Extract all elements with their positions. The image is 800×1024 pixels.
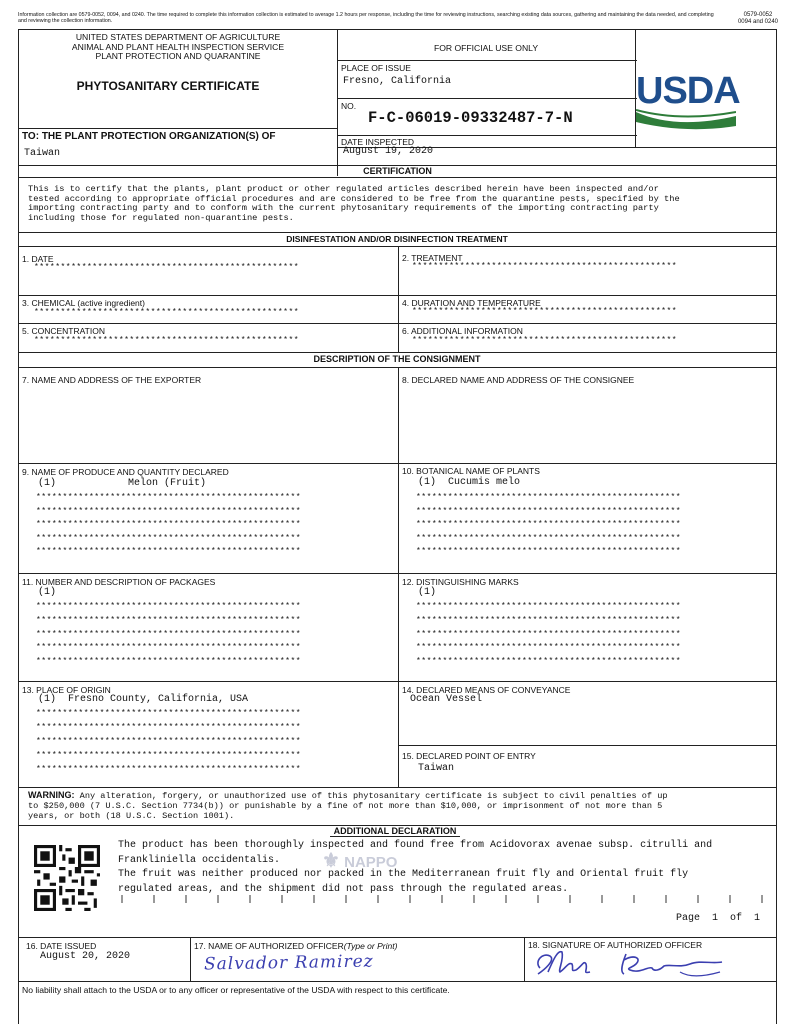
- certification-line: importing contracting party and to conform with the current phytosanitary requirements of the importing contracting party: [28, 203, 659, 213]
- liability-statement: No liability shall attach to the USDA or to any officer or representative of the USDA with respect to this certificate.: [22, 985, 450, 995]
- star-row: **************************************************: [416, 506, 682, 516]
- star-row: **************************************************: [36, 643, 302, 653]
- produce-label: 9. NAME OF PRODUCE AND QUANTITY DECLARED: [22, 467, 229, 477]
- marks-label: 12. DISTINGUISHING MARKS: [402, 577, 519, 587]
- entry-label: 15. DECLARED POINT OF ENTRY: [402, 751, 536, 761]
- treatment-date-stars: **************************************************: [34, 263, 300, 272]
- agency-line-1: UNITED STATES DEPARTMENT OF AGRICULTURE: [75, 32, 281, 42]
- place-of-issue-value: Fresno, California: [343, 76, 452, 87]
- additional-declaration-title: ADDITIONAL DECLARATION: [333, 826, 457, 836]
- consignee-label: 8. DECLARED NAME AND ADDRESS OF THE CONSIGNEE: [402, 375, 635, 385]
- usda-logo-text: USDA: [636, 70, 740, 112]
- star-row: **************************************************: [416, 602, 682, 611]
- star-row: **************************************************: [416, 629, 682, 639]
- tick-marks-row: [118, 894, 768, 906]
- marks-value: (1): [418, 587, 437, 598]
- officer-name-handwritten: Salvador Ramirez: [203, 951, 374, 975]
- omb-top: 0579-0052: [743, 12, 773, 18]
- produce-value: (1) Melon (Fruit): [38, 478, 207, 489]
- officer-name-label-italic: (Type or Print): [343, 941, 398, 951]
- star-row: **************************************************: [36, 520, 302, 529]
- form-title: PHYTOSANITARY CERTIFICATE: [76, 79, 260, 93]
- star-row: **************************************************: [416, 547, 682, 556]
- date-issued-label: 16. DATE ISSUED: [26, 941, 97, 951]
- star-row: **************************************************: [36, 493, 302, 502]
- burden-statement: Information collection are 0579-0052, 0094, and 0240. The time required to complete this information collection is estimated to average 1.2 hours per response, including the time for reviewing instructions, searching existing data sources, gathering and maintaining the data needed, and completing and reviewing the collection information.: [18, 12, 714, 25]
- origin-value: (1) Fresno County, California, USA: [38, 694, 249, 705]
- duration-stars: **************************************************: [412, 307, 678, 316]
- treatment-date-label: 1. DATE: [22, 254, 54, 264]
- packages-stars: [36, 600, 301, 669]
- conveyance-value: Ocean Vessel: [410, 694, 483, 705]
- place-of-issue-label: PLACE OF ISSUE: [341, 63, 411, 73]
- packages-value: (1): [38, 587, 57, 598]
- agency-heading: [18, 33, 338, 62]
- origin-stars: [36, 707, 301, 777]
- certification-line: including those for regulated non-quarantine pests.: [28, 212, 294, 223]
- signature-label: 18. SIGNATURE OF AUTHORIZED OFFICER: [528, 940, 703, 950]
- treatment-type-label: 2. TREATMENT: [402, 253, 463, 263]
- conveyance-label: 14. DECLARED MEANS OF CONVEYANCE: [402, 685, 571, 695]
- chemical-label: 3. CHEMICAL (active ingredient): [22, 298, 145, 308]
- star-row: **************************************************: [416, 615, 682, 625]
- additional-declaration-text: [118, 839, 768, 897]
- warning-text: [28, 790, 768, 821]
- declaration-line: Frankliniella occidentalis.: [118, 854, 281, 866]
- officer-name-label-main: 17. NAME OF AUTHORIZED OFFICER: [194, 941, 344, 951]
- star-row: **************************************************: [36, 765, 302, 774]
- signature-scribble: [530, 946, 730, 982]
- chemical-stars: **************************************************: [34, 308, 300, 317]
- concentration-stars: **************************************************: [34, 336, 300, 345]
- to-organization-value: Taiwan: [24, 148, 61, 159]
- official-use-label: FOR OFFICIAL USE ONLY: [433, 43, 539, 53]
- star-row: **************************************************: [416, 520, 682, 529]
- certification-line: tested according to appropriate official procedures and are considered to be free from the quarantine pests, specified by the: [28, 193, 680, 204]
- omb-bottom: 0094 and 0240: [737, 19, 779, 25]
- nappo-text: NAPPO: [344, 854, 398, 871]
- botanical-value: (1) Cucumis melo: [418, 477, 521, 488]
- packages-label: 11. NUMBER AND DESCRIPTION OF PACKAGES: [22, 577, 216, 587]
- treatment-title: DISINFESTATION AND/OR DISINFECTION TREATMENT: [286, 234, 508, 244]
- produce-stars: [36, 491, 301, 559]
- exporter-label: 7. NAME AND ADDRESS OF THE EXPORTER: [22, 375, 202, 385]
- warning-line: Any alteration, forgery, or unauthorized use of this phytosanitary certificate is subject to civil penalties of up: [74, 791, 668, 801]
- star-row: **************************************************: [36, 723, 302, 732]
- star-row: **************************************************: [36, 547, 302, 556]
- page-indicator: Page 1 of 1: [676, 913, 761, 924]
- declaration-line: The fruit was neither produced nor packed in the Mediterranean fruit fly and Oriental fruit fly: [118, 869, 689, 880]
- star-row: **************************************************: [36, 751, 302, 760]
- star-row: **************************************************: [36, 506, 302, 516]
- concentration-label: 5. CONCENTRATION: [22, 326, 105, 336]
- warning-line: to $250,000 (7 U.S.C. Section 7734(b)) or punishable by a fine of not more than $10,000, or imprisonment of not more than 5: [28, 801, 663, 811]
- qr-code-icon: [34, 845, 100, 911]
- to-organization-label: TO: THE PLANT PROTECTION ORGANIZATION(S) OF: [22, 131, 276, 142]
- agency-line-3: PLANT PROTECTION AND QUARANTINE: [95, 51, 261, 61]
- declaration-line: The product has been thoroughly inspected and found free from Acidovorax avenae subsp. citrulli and: [118, 840, 713, 851]
- usda-logo-hills: [636, 108, 736, 130]
- additional-info-label: 6. ADDITIONAL INFORMATION: [402, 326, 523, 336]
- omb-number: [728, 12, 788, 26]
- star-row: **************************************************: [416, 657, 682, 667]
- date-inspected-value: August 19, 2020: [343, 146, 434, 157]
- star-row: **************************************************: [416, 493, 682, 502]
- agency-line-2: ANIMAL AND PLANT HEALTH INSPECTION SERVICE: [71, 41, 285, 52]
- certification-line: This is to certify that the plants, plant product or other regulated articles described herein have been inspected and/or: [28, 184, 659, 194]
- date-inspected-label: DATE INSPECTED: [341, 137, 415, 147]
- warning-line: years, or both (18 U.S.C. Section 1001).: [28, 811, 235, 821]
- nappo-fleur-icon: ⚜: [322, 850, 340, 872]
- star-row: **************************************************: [36, 602, 302, 611]
- certificate-number-label: NO.: [341, 101, 357, 111]
- star-row: **************************************************: [36, 737, 302, 746]
- usda-logo: [636, 70, 740, 132]
- botanical-stars: [416, 491, 681, 559]
- star-row: **************************************************: [36, 657, 302, 667]
- entry-value: Taiwan: [418, 763, 455, 774]
- additional-info-stars: **************************************************: [412, 336, 678, 345]
- certification-title: CERTIFICATION: [363, 166, 432, 176]
- warning-label: WARNING:: [28, 790, 75, 800]
- origin-label: 13. PLACE OF ORIGIN: [22, 685, 111, 695]
- certificate-number: F-C-06019-09332487-7-N: [368, 109, 573, 127]
- duration-label: 4. DURATION AND TEMPERATURE: [402, 298, 541, 308]
- consignment-title: DESCRIPTION OF THE CONSIGNMENT: [313, 354, 481, 364]
- star-row: **************************************************: [36, 709, 302, 718]
- botanical-label: 10. BOTANICAL NAME OF PLANTS: [402, 466, 540, 476]
- star-row: **************************************************: [36, 615, 302, 625]
- star-row: **************************************************: [36, 533, 302, 543]
- star-row: **************************************************: [416, 643, 682, 653]
- officer-name-label: [194, 941, 397, 951]
- treatment-type-stars: **************************************************: [412, 262, 678, 271]
- date-issued-value: August 20, 2020: [40, 951, 131, 962]
- star-row: **************************************************: [36, 629, 302, 639]
- certification-text: [28, 185, 768, 223]
- declaration-line: regulated areas, and the shipment did not pass through the regulated areas.: [118, 883, 569, 895]
- star-row: **************************************************: [416, 533, 682, 543]
- marks-stars: [416, 600, 681, 669]
